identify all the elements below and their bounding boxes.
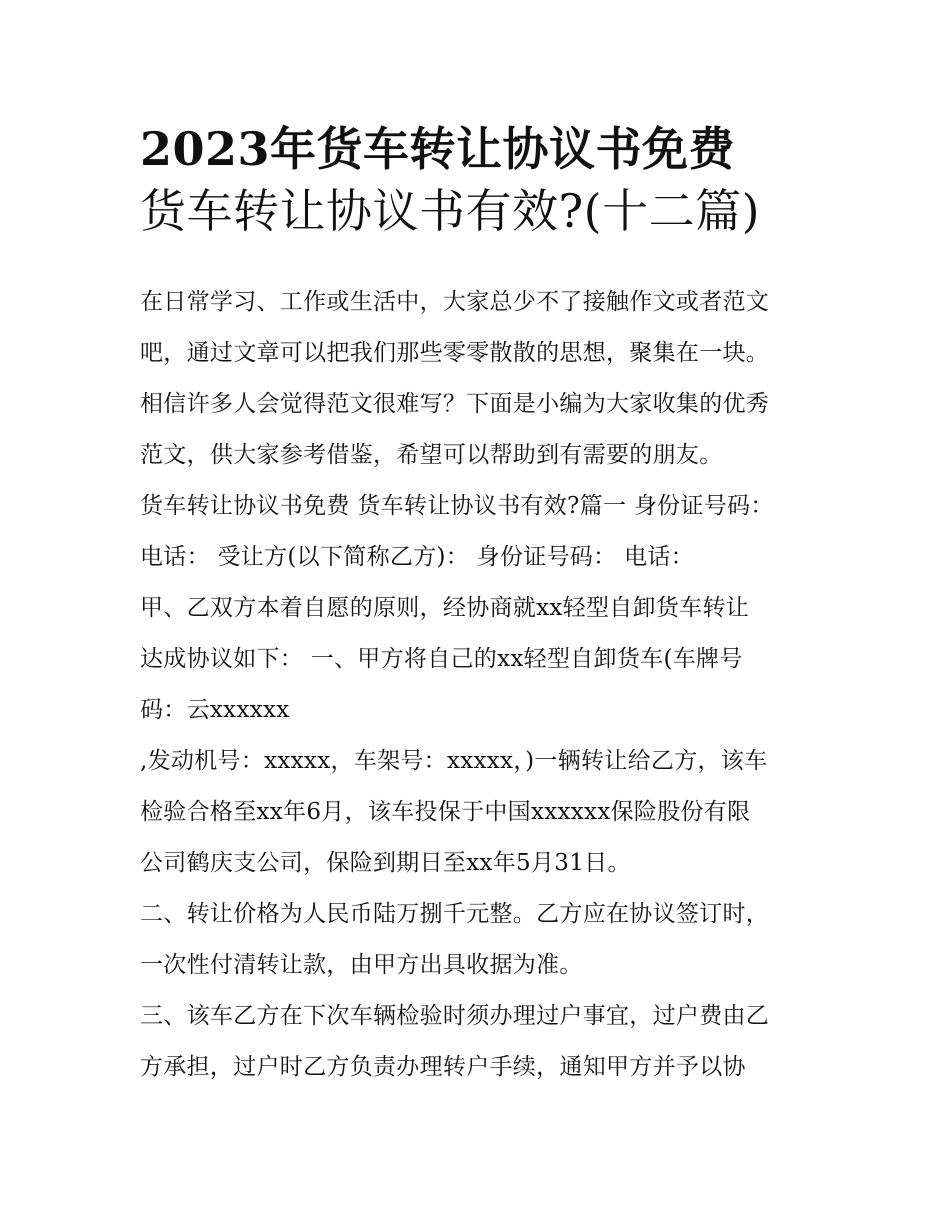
document-body xyxy=(140,277,820,1093)
title-line-2: 货车转让协议书有效?(十二篇) xyxy=(140,184,761,238)
body-line: 范文，供大家参考借鉴，希望可以帮助到有需要的朋友。 xyxy=(140,442,723,468)
body-line: ,发动机号：xxxxx，车架号：xxxxx，)一辆转让给乙方，该车 xyxy=(140,748,768,774)
body-line: 三、该车乙方在下次车辆检验时须办理过户事宜，过户费由乙 xyxy=(140,1003,770,1029)
body-line: 码：云xxxxxx xyxy=(140,697,290,723)
body-line: 二、转让价格为人民币陆万捌千元整。乙方应在协议签订时， xyxy=(140,901,770,927)
body-line: 方承担，过户时乙方负责办理转户手续，通知甲方并予以协 xyxy=(140,1054,746,1080)
body-line: 检验合格至xx年6月，该车投保于中国xxxxxx保险股份有限 xyxy=(140,799,751,825)
body-line: 甲、乙双方本着自愿的原则，经协商就xx轻型自卸货车转让 xyxy=(140,595,750,621)
body-line: 公司鹤庆支公司，保险到期日至xx年5月31日。 xyxy=(140,850,631,876)
body-line: 达成协议如下： 一、甲方将自己的xx轻型自卸货车(车牌号 xyxy=(140,646,743,672)
body-line: 在日常学习、工作或生活中，大家总少不了接触作文或者范文 xyxy=(140,289,770,315)
title-line-1: 2023年货车转让协议书免费 xyxy=(140,122,736,176)
body-line: 货车转让协议书免费 货车转让协议书有效?篇一 身份证号码： xyxy=(140,493,774,519)
document-title xyxy=(140,118,840,242)
body-line: 一次性付清转让款，由甲方出具收据为准。 xyxy=(140,952,583,978)
body-line: 相信许多人会觉得范文很难写？下面是小编为大家收集的优秀 xyxy=(140,391,770,417)
body-line: 吧，通过文章可以把我们那些零零散散的思想，聚集在一块。 xyxy=(140,340,770,366)
body-line: 电话： 受让方(以下简称乙方)： 身份证号码： 电话： xyxy=(140,544,694,570)
